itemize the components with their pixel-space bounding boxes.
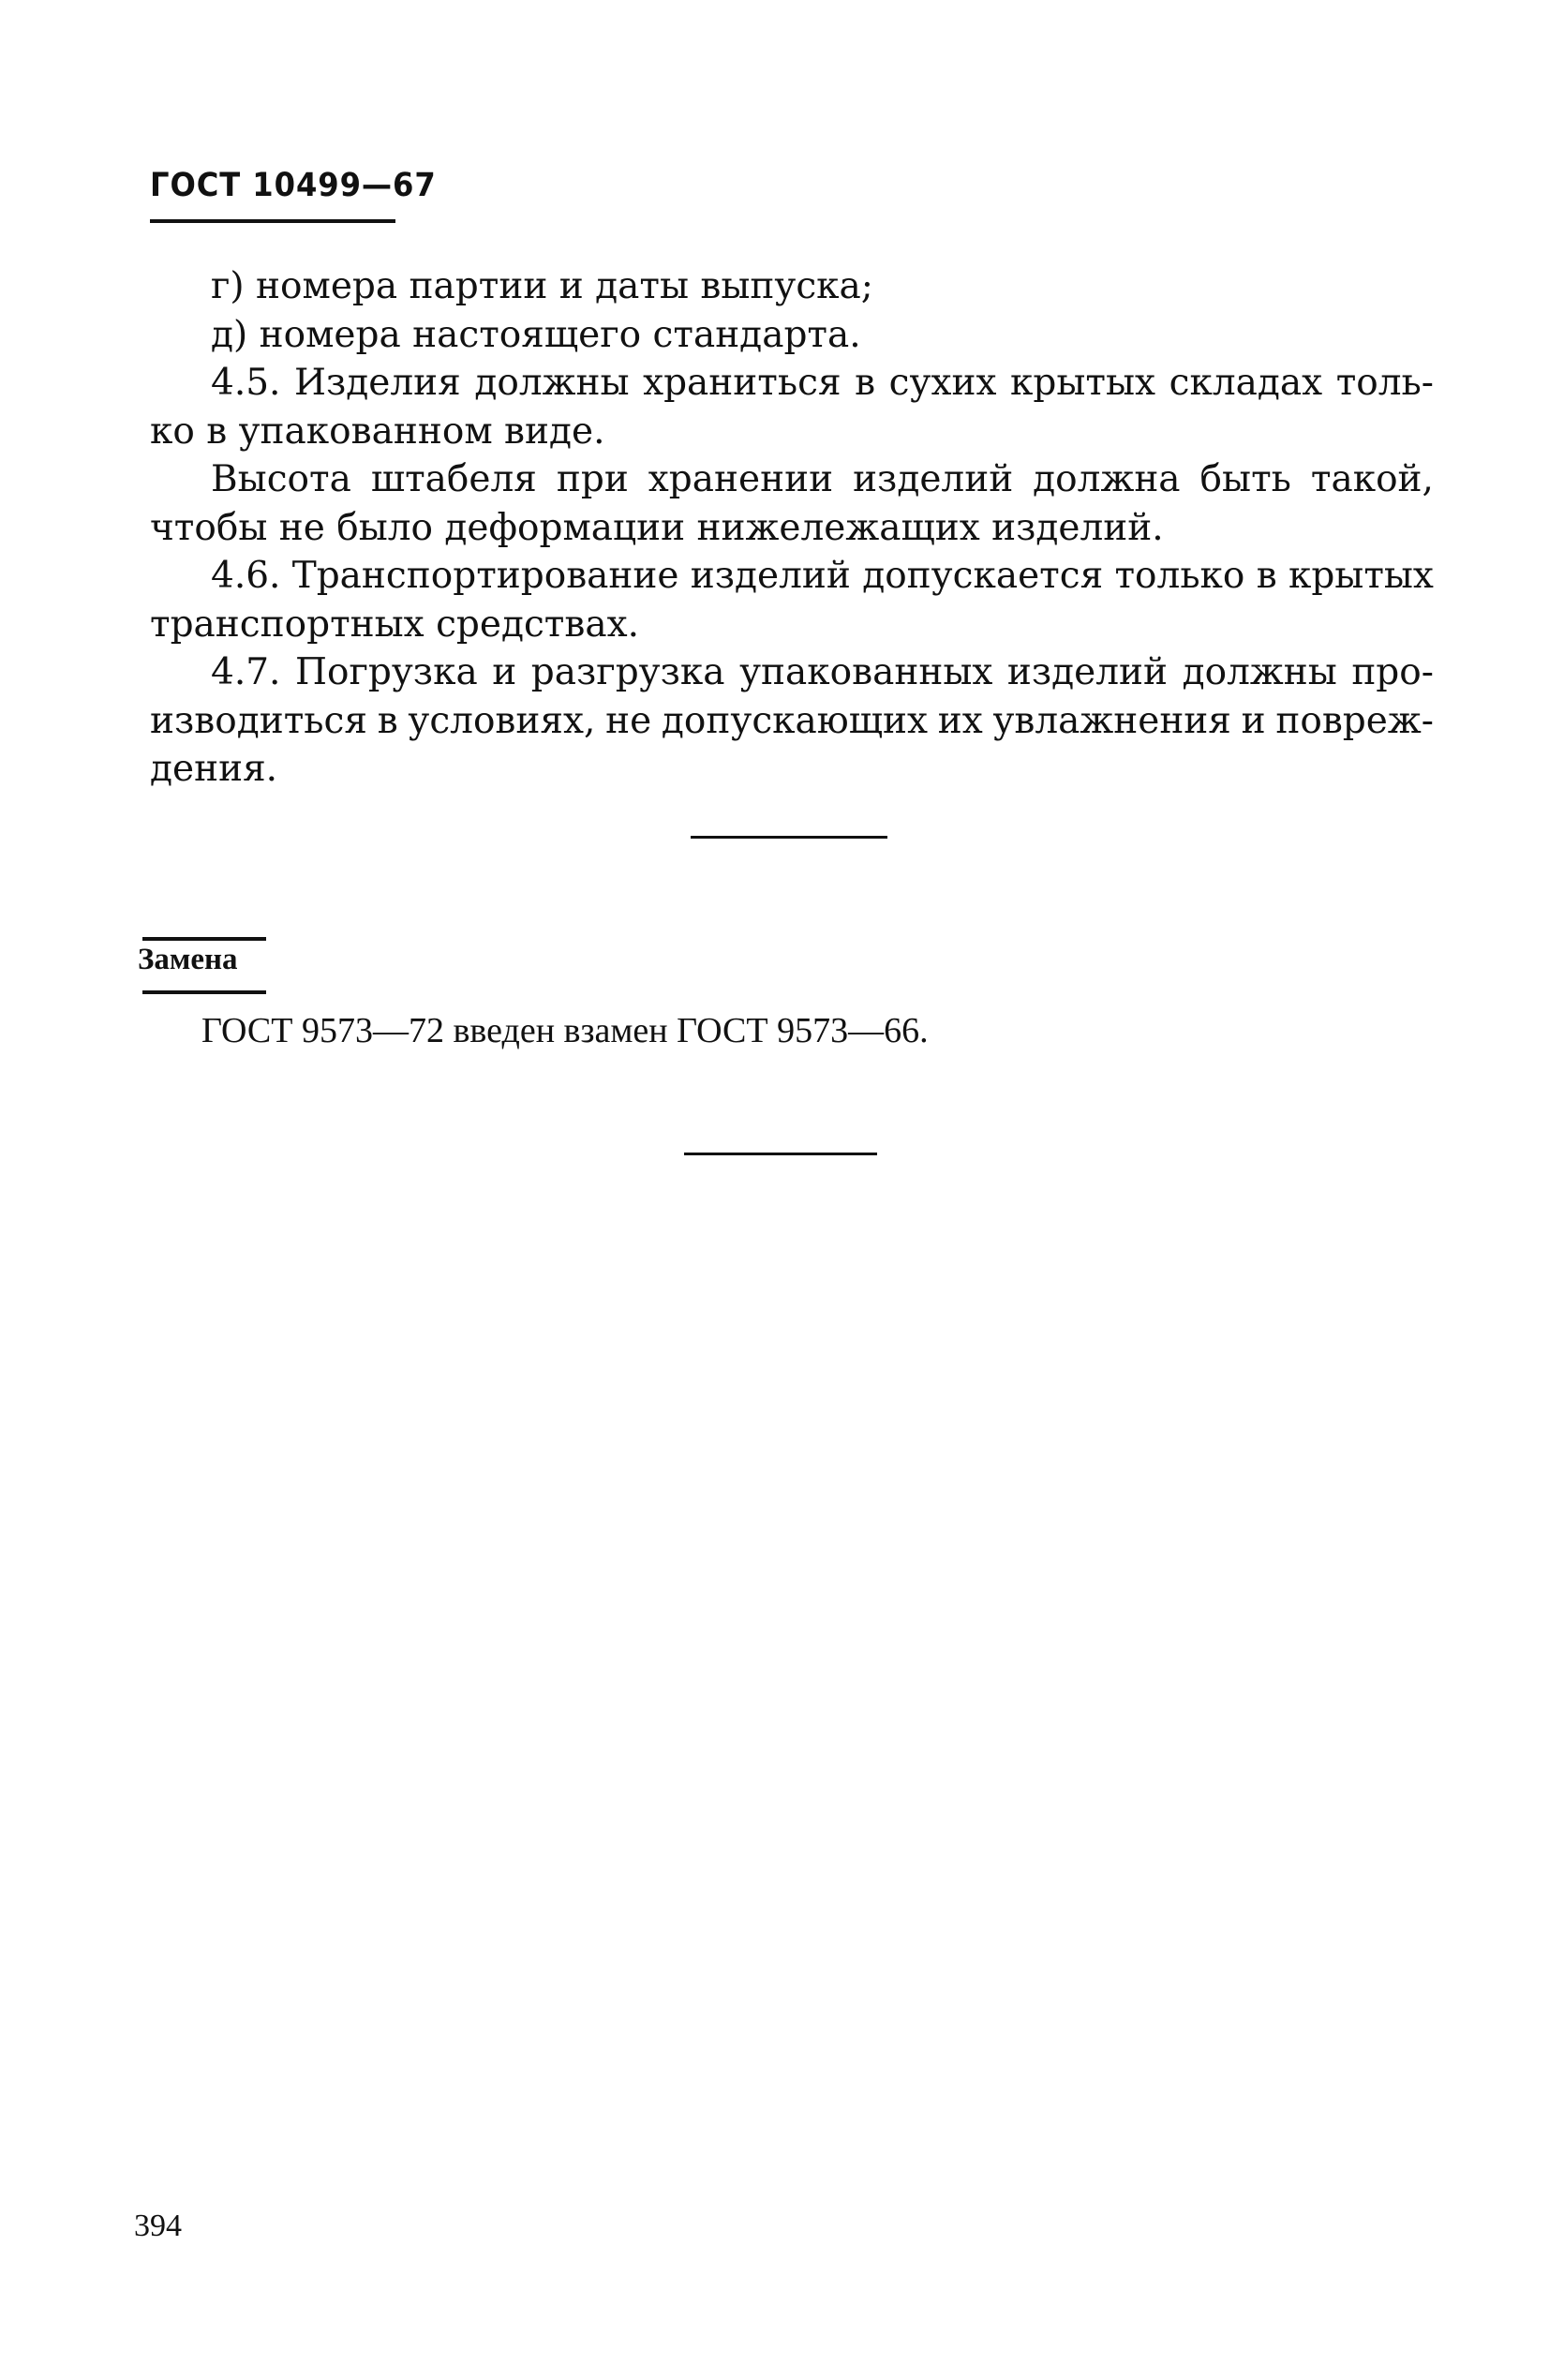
word: про- (1351, 651, 1434, 693)
word: упакованных (739, 651, 993, 693)
text-line: д) номера настоящего стандарта. (211, 313, 861, 356)
word: изделий (690, 555, 851, 597)
word: и (492, 651, 517, 693)
word: и (1241, 699, 1266, 742)
word: храниться (643, 362, 842, 404)
zamena-rule-bottom (142, 990, 266, 994)
word: Транспортирование (291, 555, 679, 597)
word: Изделия (294, 362, 461, 404)
word: допускающих (661, 699, 928, 742)
word: такой, (1310, 458, 1434, 500)
text-line: транспортных средствах. (150, 602, 639, 646)
word: в (855, 362, 876, 404)
text-line (150, 455, 1434, 504)
word: должны (474, 362, 630, 404)
text-line: г) номера партии и даты выпуска; (211, 265, 873, 307)
text-line (150, 697, 1434, 746)
word: Погрузка (294, 651, 478, 693)
zamena-rule-top (142, 937, 266, 941)
text-line (150, 359, 1434, 408)
zamena-text: ГОСТ 9573—72 введен взамен ГОСТ 9573—66. (201, 1011, 929, 1050)
word: их (937, 699, 983, 742)
word: складах (1169, 362, 1323, 404)
word: штабеля (370, 458, 537, 500)
word: 4.5. (211, 362, 281, 404)
word: крытых (1288, 555, 1434, 597)
word: условиях, (408, 699, 596, 742)
word: изделий (853, 458, 1014, 500)
body-text (150, 262, 1434, 794)
word: повреж- (1275, 699, 1434, 742)
word: при (556, 458, 629, 500)
word: разгрузка (530, 651, 725, 693)
text-line: чтобы не было деформации нижележащих изделий. (150, 506, 1164, 549)
word: изделий (1006, 651, 1169, 693)
word: 4.6. (211, 555, 281, 597)
zamena-heading: Замена (138, 943, 238, 976)
word: хранении (648, 458, 834, 500)
text-line (150, 648, 1434, 697)
word: быть (1199, 458, 1291, 500)
word: должны (1182, 651, 1337, 693)
text-line: ко в упакованном виде. (150, 409, 605, 453)
word: сухих (888, 362, 997, 404)
word: в (1256, 555, 1277, 597)
word: Высота (211, 458, 351, 500)
word: 4.7. (211, 651, 281, 693)
word: только (1114, 555, 1245, 597)
page-number: 394 (134, 2209, 182, 2243)
word: должна (1033, 458, 1181, 500)
section-separator (691, 836, 887, 839)
word: не (605, 699, 652, 742)
word: изводиться (150, 699, 367, 742)
word: увлажнения (992, 699, 1231, 742)
header-underline (150, 219, 395, 223)
text-line (150, 552, 1434, 601)
text-line: дения. (150, 748, 278, 790)
word: допускается (862, 555, 1104, 597)
end-separator (684, 1153, 877, 1155)
document-header: ГОСТ 10499—67 (150, 167, 437, 204)
word: в (377, 699, 398, 742)
word: толь- (1335, 362, 1434, 404)
word: крытых (1010, 362, 1156, 404)
